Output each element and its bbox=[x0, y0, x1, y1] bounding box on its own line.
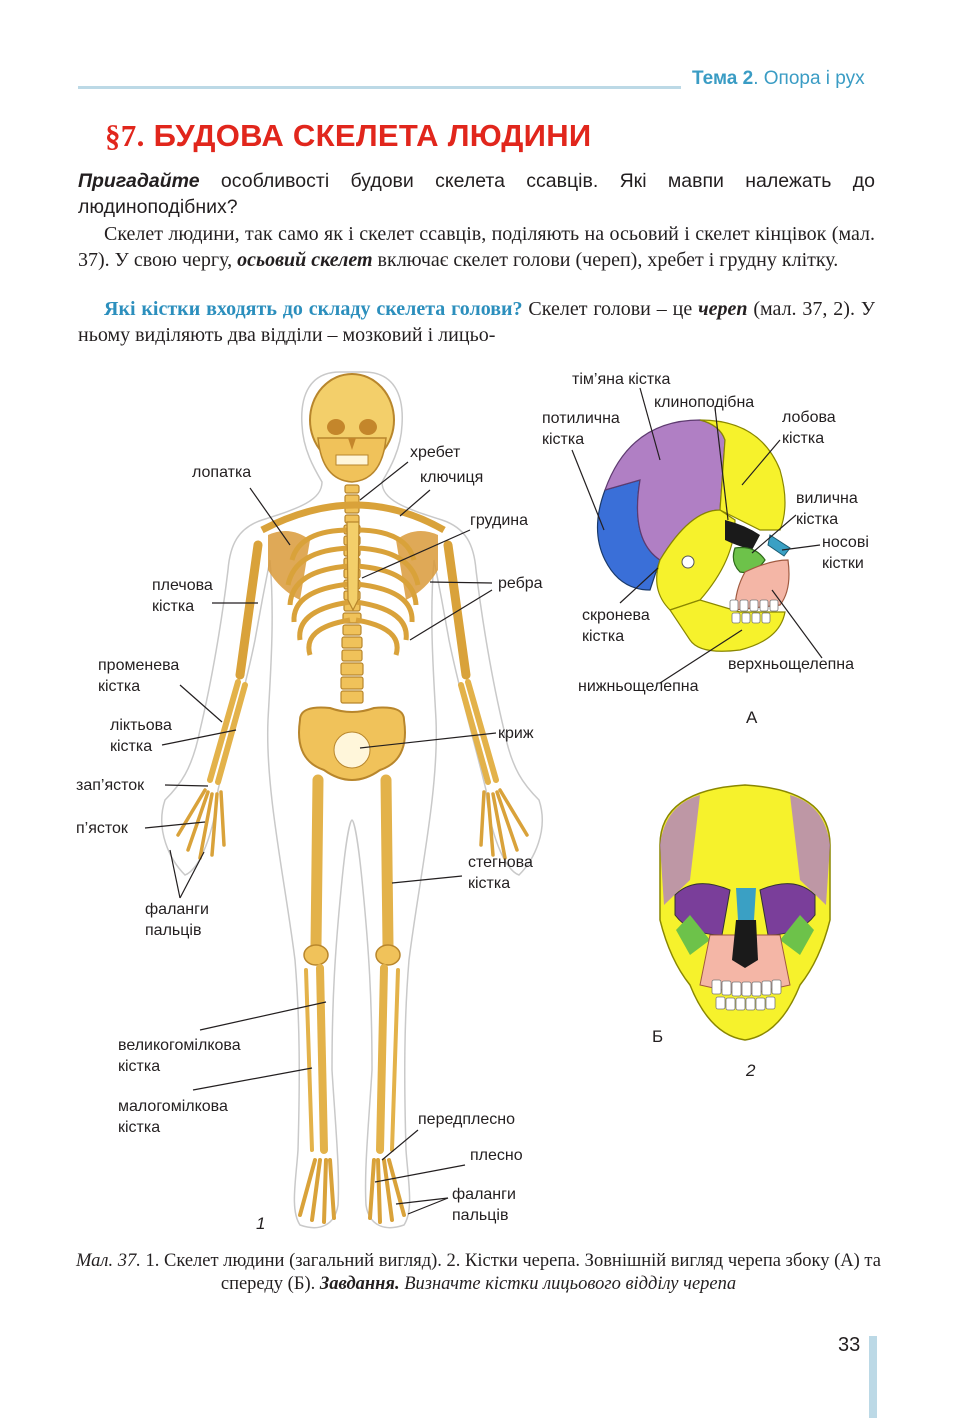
label-nosovi: носові кістки bbox=[822, 534, 869, 572]
figure-caption: Мал. 37. 1. Скелет людини (загальний вигляд). 2. Кістки черепа. Зовнішній вигляд черепа збоку (А) та спереду (Б). Завдання. Визначте кістки лицьового відділу черепа bbox=[76, 1251, 881, 1294]
label-khrebet: хребет bbox=[410, 444, 461, 461]
label-zapiastok: зап’ясток bbox=[76, 777, 145, 794]
paragraph-skull: Які кістки входять до складу скелета голови? Скелет голови – це череп (мал. 37, 2). У ньому виділяють два відділи – мозковий і лицьо- bbox=[78, 298, 875, 346]
page-number: 33 bbox=[838, 1334, 861, 1356]
header-topic: Тема 2. Опора і рух bbox=[692, 68, 865, 89]
page-edge-bar bbox=[869, 1336, 877, 1418]
label-falanhy-hand: фаланги пальців bbox=[145, 901, 209, 939]
label-velykohomilkova: великогомілкова кістка bbox=[118, 1037, 241, 1075]
figure-number-1: 1 bbox=[256, 1214, 266, 1233]
label-timiana: тім’яна кістка bbox=[572, 371, 671, 388]
label-kliuchytsia: ключиця bbox=[420, 469, 484, 486]
label-rebra: ребра bbox=[498, 575, 543, 592]
skull-front-view bbox=[660, 785, 830, 1040]
label-klynopodibna: клиноподібна bbox=[654, 394, 755, 411]
label-plechova: плечова кістка bbox=[152, 577, 213, 615]
label-falanhy-foot: фаланги пальців bbox=[452, 1186, 516, 1224]
label-malohomilkova: малогомілкова кістка bbox=[118, 1098, 228, 1136]
label-peredplesno: передплесно bbox=[418, 1111, 515, 1128]
view-label-a: А bbox=[746, 708, 758, 727]
label-promeneva: променева кістка bbox=[98, 657, 180, 695]
figure-number-2: 2 bbox=[746, 1061, 756, 1080]
label-liktova: ліктьова кістка bbox=[110, 717, 172, 755]
label-kryzh: криж bbox=[498, 725, 534, 742]
label-hrudyna: грудина bbox=[470, 512, 529, 529]
paragraph-intro: Скелет людини, так само як і скелет ссавців, поділяють на осьовий і скелет кінцівок (мал. 37). У свою чергу, осьовий скелет включає скелет голови (череп), хребет і грудну клітку. bbox=[78, 223, 875, 271]
label-stehnova: стегнова кістка bbox=[468, 854, 533, 892]
label-verkhnoshchelepna: верхньощелепна bbox=[728, 656, 854, 673]
label-potylychna: потилична кістка bbox=[542, 410, 620, 448]
label-lobova: лобова кістка bbox=[782, 409, 836, 447]
label-lopatka: лопатка bbox=[192, 464, 252, 481]
label-piastok: п’ясток bbox=[76, 820, 128, 837]
label-nyzhnoshchelepna: нижньощелепна bbox=[578, 678, 699, 695]
paragraph-recall: Пригадайте особливості будови скелета ссавців. Які мавпи належать до людиноподібних? bbox=[78, 170, 875, 218]
page-title: §7. БУДОВА СКЕЛЕТА ЛЮДИНИ bbox=[105, 118, 592, 153]
label-vylychna: вилична кістка bbox=[796, 490, 858, 528]
label-plesno: плесно bbox=[470, 1147, 523, 1164]
label-skroneva: скронева кістка bbox=[582, 607, 650, 645]
view-label-b: Б bbox=[652, 1027, 664, 1046]
